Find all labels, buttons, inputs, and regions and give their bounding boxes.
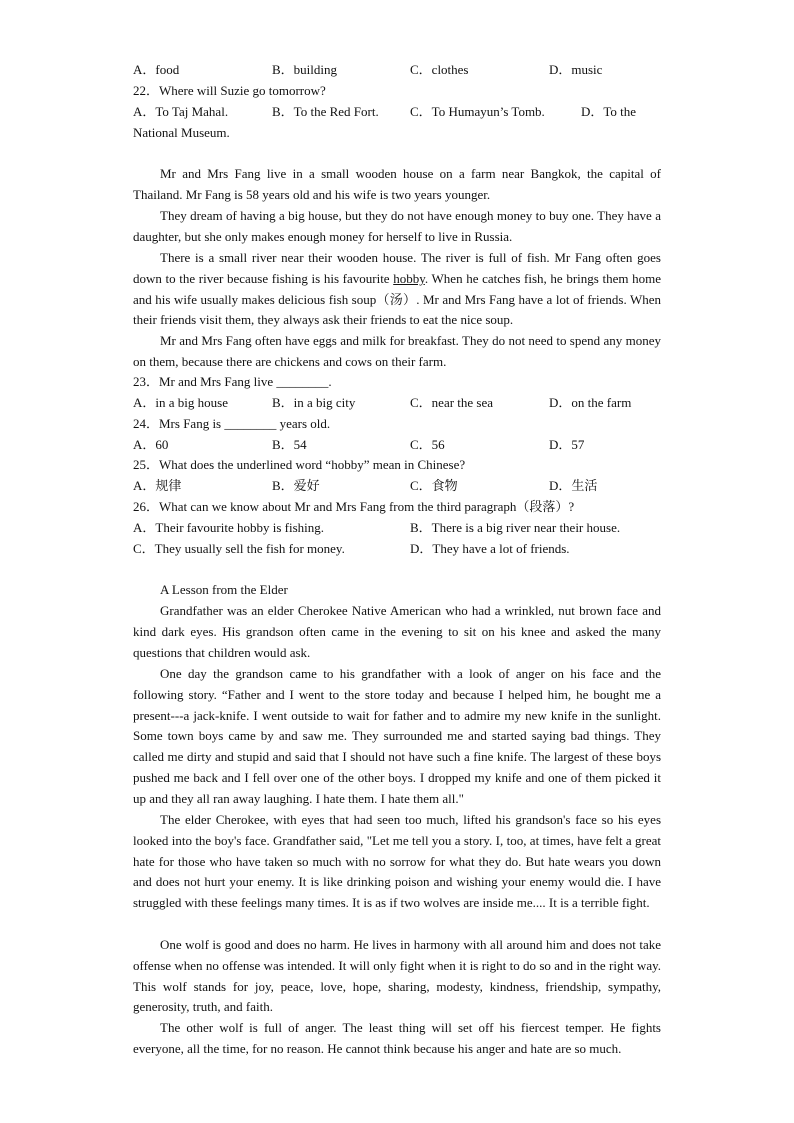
q22-option-a: A．To Taj Mahal. [133,104,229,119]
paragraph-3-text-start: There is a small river near their wooden house. The river is full of fish. Mr Fang often goes down to the river because fishing is his favourite [133,250,661,286]
q26-option-a: A．Their favourite hobby is fishing. [133,520,324,535]
q24-option-a: A．60 [133,437,169,452]
passage3-paragraph-2: One day the grandson came to his grandfather with a look of anger on his face and the following story. “Father and I went to the store today and because I helped him, he bought me a present---a jack-knife. I went outside to wait for father and to admire my new knife in the sunlight. Some town boys came by and saw me. They surrounded me and started saying bad things. They called me dirty and stupid and said that I should not have such a fine knife. The largest of these boys pushed me back and I fell over one of the other boys. I dropped my knife and one of them picked it up and they all ran away laughing. I hate them. I hate them all." [133,666,661,806]
q26-option-c: C．They usually sell the fish for money. [133,541,345,556]
passage2-paragraph-1: Mr and Mrs Fang live in a small wooden house on a farm near Bangkok, the capital of Thailand. Mr Fang is 58 years old and his wife is two years younger. [133,166,661,202]
q25-option-d: D．生活 [549,478,598,493]
q23-option-a: A．in a big house [133,395,228,410]
q26-option-b: B．There is a big river near their house. [410,520,621,535]
q25-option-b: B．爱好 [272,478,320,493]
q25-option-c: C．食物 [410,478,458,493]
q22-question: 22．Where will Suzie go tomorrow? [133,83,326,98]
q23-option-b: B．in a big city [272,395,356,410]
q24-option-b: B．54 [272,437,307,452]
paragraph-3-text-end: . When he catches fish, he brings them home and his wife usually makes delicious fish soup（汤）. Mr and Mrs Fang have a lot of friends. When their friends visit them, they always ask their friends to eat the nice soup. [133,270,661,328]
passage2-paragraph-2: They dream of having a big house, but they do not have enough money to buy one. They have a daughter, but she only makes enough money for herself to live in Russia. [133,208,661,244]
q21-option-d: D．music [549,62,603,77]
q25-question: 25．What does the underlined word “hobby” mean in Chinese? [133,457,466,472]
passage3-paragraph-4: One wolf is good and does no harm. He lives in harmony with all around him and does not take offense when no offense was intended. It will only fight when it is right to do so and in the right way. This wolf stands for joy, peace, love, hope, sharing, modesty, kindness, friendship, sympathy, generosity, truth, and faith. [133,937,661,1015]
q22-option-d: D．To the [581,104,637,119]
q25-option-a: A．规律 [133,478,182,493]
passage2-paragraph-3 [133,248,661,331]
passage3-paragraph-5: The other wolf is full of anger. The least thing will set off his fiercest temper. He fights everyone, all the time, for no reason. He cannot think because his anger and hate are so much. [133,1020,661,1056]
q24-option-c: C．56 [410,437,445,452]
q21-option-c: C．clothes [410,62,469,77]
q23-option-d: D．on the farm [549,395,632,410]
q24-question: 24．Mrs Fang is ________ years old. [133,416,331,431]
q26-question: 26．What can we know about Mr and Mrs Fang from the third paragraph（段落）? [133,499,575,514]
q24-option-d: D．57 [549,437,585,452]
q22-option-d-continued: National Museum. [133,125,230,140]
q23-question: 23．Mr and Mrs Fang live ________. [133,374,332,389]
passage3-paragraph-3: The elder Cherokee, with eyes that had seen too much, lifted his grandson's face so his eyes looked into the boy's face. Grandfather said, "Let me tell you a story. I, too, at times, have felt a great hate for those who have taken so much with no sorrow for what they do. But hate wears you down and does not hurt your enemy. It is like drinking poison and wishing your enemy would die. I have struggled with these feelings many times. It is as if two wolves are inside me.... It is a terrible fight. [133,812,661,911]
passage2-paragraph-4: Mr and Mrs Fang often have eggs and milk for breakfast. They do not need to spend any money on them, because there are chickens and cows on their farm. [133,333,661,369]
q22-option-b: B．To the Red Fort. [272,104,379,119]
q21-option-a: A．food [133,62,180,77]
q22-option-c: C．To Humayun’s Tomb. [410,104,545,119]
q26-option-d: D．They have a lot of friends. [410,541,570,556]
passage3-paragraph-1: Grandfather was an elder Cherokee Native American who had a wrinkled, nut brown face and kind dark eyes. His grandson often came in the evening to sit on his knee and asked the many questions that children would ask. [133,603,661,660]
passage3-title: A Lesson from the Elder [160,582,288,597]
q21-option-b: B．building [272,62,338,77]
q23-option-c: C．near the sea [410,395,494,410]
underlined-word-hobby: hobby [393,270,425,286]
